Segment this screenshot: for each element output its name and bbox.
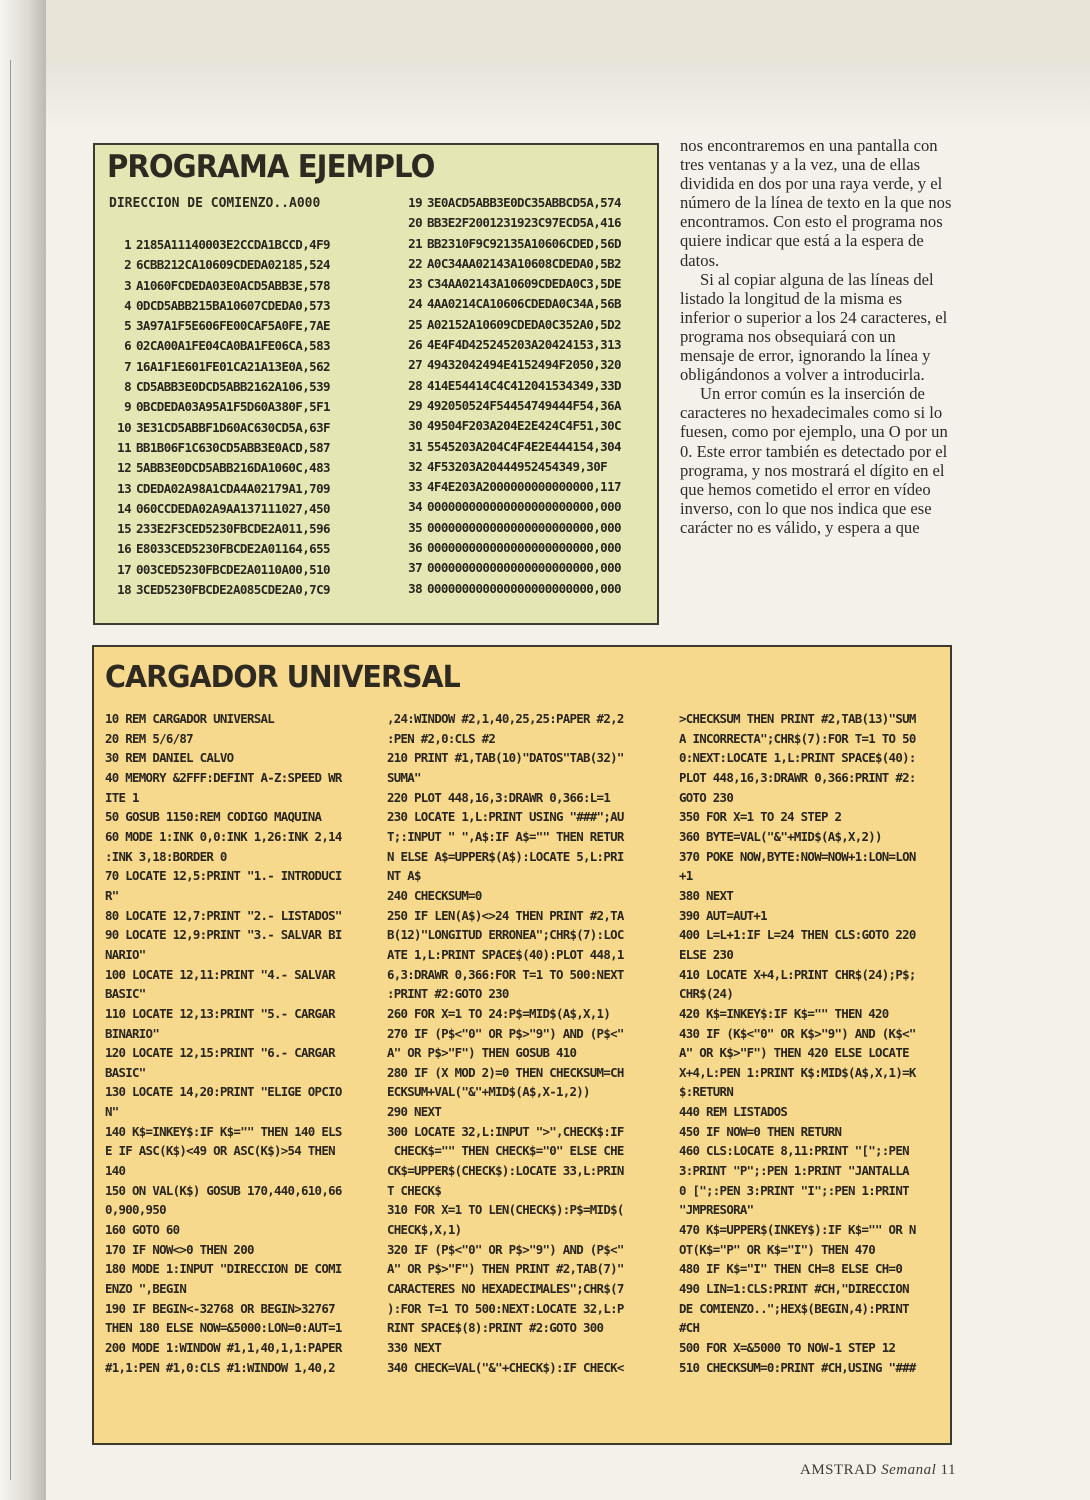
hex-data-line (109, 235, 330, 255)
hex-data-line (109, 296, 330, 316)
hex-data-line (109, 276, 330, 296)
line-number: 13 (117, 480, 131, 496)
hex-data-line (400, 497, 621, 517)
hex-values: E8033CED5230FBCDE2A01164,655 (136, 541, 330, 557)
hex-values: 414E54414C4C412041534349,33D (427, 377, 621, 393)
line-number: 5 (124, 318, 131, 334)
line-number: 10 (117, 419, 131, 435)
page-number: 11 (940, 1462, 956, 1478)
hex-values: A1060FCDEDA03E0ACD5ABB3E,578 (136, 277, 330, 293)
hex-data-line (400, 477, 621, 497)
hex-listing-column-2 (400, 193, 621, 599)
hex-values: 0DCD5ABB215BA10607CDEDA0,573 (136, 297, 330, 313)
article-paragraph: nos encontraremos en una pantalla con tres ventanas y a la vez, una de ellas dividida en dos por una raya verde, y el número de la línea de texto en la que nos encontramos. Con esto el programa nos quiere indicar que está a la espera de datos. (680, 136, 952, 270)
line-number: 21 (408, 235, 422, 251)
line-number: 26 (408, 337, 422, 353)
line-number: 22 (408, 255, 422, 271)
box-title: PROGRAMA EJEMPLO (107, 149, 435, 185)
hex-values: 000000000000000000000000,000 (427, 519, 621, 535)
basic-listing-column-1: 10 REM CARGADOR UNIVERSAL 20 REM 5/6/87 30 REM DANIEL CALVO 40 MEMORY &2FFF:DEFINT A-Z:SPEED WR ITE 1 50 GOSUB 1150:REM CODIGO MAQUINA 60 MODE 1:INK 0,0:INK 1,26:INK 2,14 :INK 3,18:BORDER 0 70 LOCATE 12,5:PRINT "1.- INTRODUCI R" 80 LOCATE 12,7:PRINT "2.- LISTADOS" 90 LOCATE 12,9:PRINT "3.- SALVAR BI NARIO" 100 LOCATE 12,11:PRINT "4.- SALVAR BASIC" 110 LOCATE 12,13:PRINT "5.- CARGAR BINARIO" 120 LOCATE 12,15:PRINT "6.- CARGAR BASIC" 130 LOCATE 14,20:PRINT "ELIGE OPCIO N" 140 K$=INKEY$:IF K$="" THEN 140 ELS E IF ASC(K$)<49 OR ASC(K$)>54 THEN 140 150 ON VAL(K$) GOSUB 170,440,610,66 0,900,950 160 GOTO 60 170 IF NOW<>0 THEN 200 180 MODE 1:INPUT "DIRECCION DE COMI ENZO ",BEGIN 190 IF BEGIN<-32768 OR BEGIN>32767 THEN 180 ELSE NOW=&5000:LON=0:AUT=1 200 MODE 1:WINDOW #1,1,40,1,1:PAPER #1,1:PEN #1,0:CLS #1:WINDOW 1,40,2 (105, 711, 342, 1375)
line-number: 1 (124, 237, 131, 252)
hex-values: 5ABB3E0DCD5ABB216DA1060C,483 (136, 460, 330, 476)
basic-listing-column-2: ,24:WINDOW #2,1,40,25,25:PAPER #2,2 :PEN #2,0:CLS #2 210 PRINT #1,TAB(10)"DATOS"TAB(32)" SUMA" 220 PLOT 448,16,3:DRAWR 0,366:L=1 230 LOCATE 1,L:PRINT USING "###";AU T;:INPUT " ",A$:IF A$="" THEN RETUR N ELSE A$=UPPER$(A$):LOCATE 5,L:PRI NT A$ 240 CHECKSUM=0 250 IF LEN(A$)<>24 THEN PRINT #2,TA B(12)"LONGITUD ERRONEA";CHR$(7):LOC ATE 1,L:PRINT SPACE$(40):PLOT 448,1 6,3:DRAWR 0,366:FOR T=1 TO 500:NEXT :PRINT #2:GOTO 230 260 FOR X=1 TO 24:P$=MID$(A$,X,1) 270 IF (P$<"0" OR P$>"9") AND (P$<" A" OR P$>"F") THEN GOSUB 410 280 IF (X MOD 2)=0 THEN CHECKSUM=CH ECKSUM+VAL("&"+MID$(A$,X-1,2)) 290 NEXT 300 LOCATE 32,L:INPUT ">",CHECK$:IF CHECK$="" THEN CHECK$="0" ELSE CHE CK$=UPPER$(CHECK$):LOCATE 33,L:PRIN T CHECK$ 310 FOR X=1 TO LEN(CHECK$):P$=MID$( CHECK$,X,1) 320 IF (P$<"0" OR P$>"9") AND (P$<" A" OR P$>"F") THEN PRINT #2,TAB(7)" CARACTERES NO HEXADECIMALES";CHR$(7 ):FOR T=1 TO 500:NEXT:LOCATE 32,L:P RINT SPACE$(8):PRINT #2:GOTO 300 330 NEXT 340 CHECK=VAL("&"+CHECK$):IF CHECK< (387, 711, 624, 1375)
hex-data-line (400, 396, 621, 416)
hex-values: 3A97A1F5E606FE00CAF5A0FE,7AE (136, 318, 330, 334)
hex-values: 3E31CD5ABBF1D60AC630CD5A,63F (136, 419, 330, 435)
basic-listing-column-3: >CHECKSUM THEN PRINT #2,TAB(13)"SUM A INCORRECTA";CHR$(7):FOR T=1 TO 50 0:NEXT:LOCATE 1,L:PRINT SPACE$(40): PLOT 448,16,3:DRAWR 0,366:PRINT #2: GOTO 230 350 FOR X=1 TO 24 STEP 2 360 BYTE=VAL("&"+MID$(A$,X,2)) 370 POKE NOW,BYTE:NOW=NOW+1:LON=LON +1 380 NEXT 390 AUT=AUT+1 400 L=L+1:IF L=24 THEN CLS:GOTO 220 ELSE 230 410 LOCATE X+4,L:PRINT CHR$(24);P$; CHR$(24) 420 K$=INKEY$:IF K$="" THEN 420 430 IF (K$<"0" OR K$>"9") AND (K$<" A" OR K$>"F") THEN 420 ELSE LOCATE X+4,L:PEN 1:PRINT K$:MID$(A$,X,1)=K $:RETURN 440 REM LISTADOS 450 IF NOW=0 THEN RETURN 460 CLS:LOCATE 8,11:PRINT "[";:PEN 3:PRINT "P";:PEN 1:PRINT "JANTALLA 0 [";:PEN 3:PRINT "I";:PEN 1:PRINT "JMPRESORA" 470 K$=UPPER$(INKEY$):IF K$="" OR N OT(K$="P" OR K$="I") THEN 470 480 IF K$="I" THEN CH=8 ELSE CH=0 490 LIN=1:CLS:PRINT #CH,"DIRECCION DE COMIENZO..";HEX$(BEGIN,4):PRINT #CH 500 FOR X=&5000 TO NOW-1 STEP 12 510 CHECKSUM=0:PRINT #CH,USING "### (679, 711, 916, 1375)
hex-data-line (400, 538, 621, 558)
line-number: 33 (408, 479, 422, 495)
hex-values: CDEDA02A98A1CDA4A02179A1,709 (136, 480, 330, 496)
hex-data-line (109, 357, 330, 377)
line-number: 37 (408, 560, 422, 576)
start-address-label: DIRECCION DE COMIENZO..A000 (109, 196, 321, 211)
article-paragraph: Si al copiar alguna de las líneas del listado la longitud de la misma es inferior o superior a los 24 caracteres, el programa nos obsequiará con un mensaje de error, ignorando la línea y obligándonos a volver a introducirla. (680, 269, 948, 385)
hex-values: 000000000000000000000000,000 (427, 499, 621, 515)
hex-data-line (400, 457, 621, 477)
hex-data-line (109, 458, 330, 478)
line-number: 15 (117, 521, 131, 537)
hex-data-line (109, 580, 330, 600)
hex-values: 5545203A204C4F4E2E444154,304 (427, 438, 621, 454)
hex-values: 3CED5230FBCDE2A085CDE2A0,7C9 (136, 582, 330, 598)
line-number: 4 (124, 297, 131, 313)
line-number: 34 (408, 499, 422, 515)
hex-values: CD5ABB3E0DCD5ABB2162A106,539 (136, 379, 330, 395)
hex-data-line (109, 316, 330, 336)
hex-values: 4F4E203A2000000000000000,117 (427, 479, 621, 495)
article-text (680, 136, 954, 537)
hex-values: 492050524F54454749444F54,36A (427, 397, 621, 413)
hex-data-line (400, 579, 621, 599)
hex-data-line (400, 355, 621, 375)
hex-values: BB3E2F2001231923C97ECD5A,416 (427, 215, 621, 231)
hex-values: 02CA00A1FE04CA0BA1FE06CA,583 (136, 338, 330, 354)
binding-edge (0, 0, 46, 1500)
hex-data-line (109, 377, 330, 397)
hex-data-line (109, 336, 330, 356)
page-footer (800, 1462, 956, 1479)
hex-values: A0C34AA02143A10608CDEDA0,5B2 (427, 255, 621, 271)
hex-data-line (400, 558, 621, 578)
hex-listing-column-1 (109, 235, 330, 600)
hex-values: 3E0ACD5ABB3E0DC35ABBCD5A,574 (427, 195, 621, 210)
line-number: 12 (117, 460, 131, 476)
hex-values: 4AA0214CA10606CDEDA0C34A,56B (427, 296, 621, 312)
hex-data-line (109, 499, 330, 519)
hex-values: 2185A11140003E2CCDA1BCCD,4F9 (136, 237, 330, 252)
line-number: 29 (408, 397, 422, 413)
hex-data-line (400, 335, 621, 355)
hex-data-line (109, 438, 330, 458)
hex-values: 6CBB212CA10609CDEDA02185,524 (136, 257, 330, 273)
hex-data-line (109, 519, 330, 539)
hex-data-line (400, 315, 621, 335)
hex-values: 49432042494E4152494F2050,320 (427, 357, 621, 373)
line-number: 23 (408, 276, 422, 292)
hex-values: 4E4F4D425245203A20424153,313 (427, 337, 621, 353)
hex-values: 49504F203A204E2E424C4F51,30C (427, 418, 621, 434)
line-number: 16 (117, 541, 131, 557)
line-number: 27 (408, 357, 422, 373)
hex-data-line (400, 376, 621, 396)
hex-values: BB1B06F1C630CD5ABB3E0ACD,587 (136, 439, 330, 455)
hex-data-line (400, 213, 621, 233)
hex-values: 16A1F1E601FE01CA21A13E0A,562 (136, 358, 330, 374)
hex-values: 4F53203A20444952454349,30F (427, 458, 608, 474)
article-paragraph: Un error común es la inserción de caracteres no hexadecimales como si lo fuesen, como por ejemplo, una O por un 0. Este error también es detectado por el programa, y nos mostrará el dígito en el que hemos cometido el error en vídeo inverso, con lo que nos indica que ese carácter no es válido, y espera a que (680, 384, 948, 537)
line-number: 28 (408, 377, 422, 393)
hex-values: 003CED5230FBCDE2A0110A00,510 (136, 561, 330, 577)
line-number: 3 (124, 277, 131, 293)
hex-data-line (109, 397, 330, 417)
hex-values: BB2310F9C92135A10606CDED,56D (427, 235, 621, 251)
hex-values: 233E2F3CED5230FBCDE2A011,596 (136, 521, 330, 537)
line-number: 36 (408, 540, 422, 556)
hex-data-line (400, 234, 621, 254)
line-number: 2 (124, 257, 131, 273)
line-number: 30 (408, 418, 422, 434)
hex-values: 060CCDEDA02A9AA137111027,450 (136, 500, 330, 516)
line-number: 35 (408, 519, 422, 535)
line-number: 32 (408, 458, 422, 474)
cargador-universal-box (92, 645, 952, 1445)
hex-data-line (400, 437, 621, 457)
hex-values: 000000000000000000000000,000 (427, 580, 621, 596)
hex-values: 0BCDEDA03A95A1F5D60A380F,5F1 (136, 399, 330, 415)
line-number: 20 (408, 215, 422, 231)
hex-data-line (400, 294, 621, 314)
line-number: 18 (117, 582, 131, 598)
programa-ejemplo-box (93, 143, 659, 625)
hex-data-line (400, 193, 621, 213)
hex-data-line (400, 274, 621, 294)
box-title: CARGADOR UNIVERSAL (105, 660, 460, 695)
hex-values: A02152A10609CDEDA0C352A0,5D2 (427, 316, 621, 332)
magazine-name: AMSTRAD (800, 1462, 877, 1478)
hex-data-line (400, 254, 621, 274)
line-number: 14 (117, 500, 131, 516)
line-number: 8 (124, 379, 131, 395)
magazine-section: Semanal (881, 1462, 937, 1478)
line-number: 24 (408, 296, 422, 312)
line-number: 25 (408, 316, 422, 332)
line-number: 38 (408, 580, 422, 596)
hex-data-line (400, 416, 621, 436)
line-number: 6 (124, 338, 131, 354)
hex-data-line (109, 418, 330, 438)
hex-values: C34AA02143A10609CDEDA0C3,5DE (427, 276, 621, 292)
line-number: 7 (124, 358, 131, 374)
hex-values: 000000000000000000000000,000 (427, 560, 621, 576)
hex-data-line (109, 560, 330, 580)
hex-values: 000000000000000000000000,000 (427, 540, 621, 556)
line-number: 9 (124, 399, 131, 415)
hex-data-line (109, 479, 330, 499)
line-number: 11 (117, 439, 131, 455)
line-number: 19 (408, 195, 422, 210)
hex-data-line (109, 539, 330, 559)
hex-data-line (109, 255, 330, 275)
hex-data-line (400, 518, 621, 538)
line-number: 17 (117, 561, 131, 577)
line-number: 31 (408, 438, 422, 454)
